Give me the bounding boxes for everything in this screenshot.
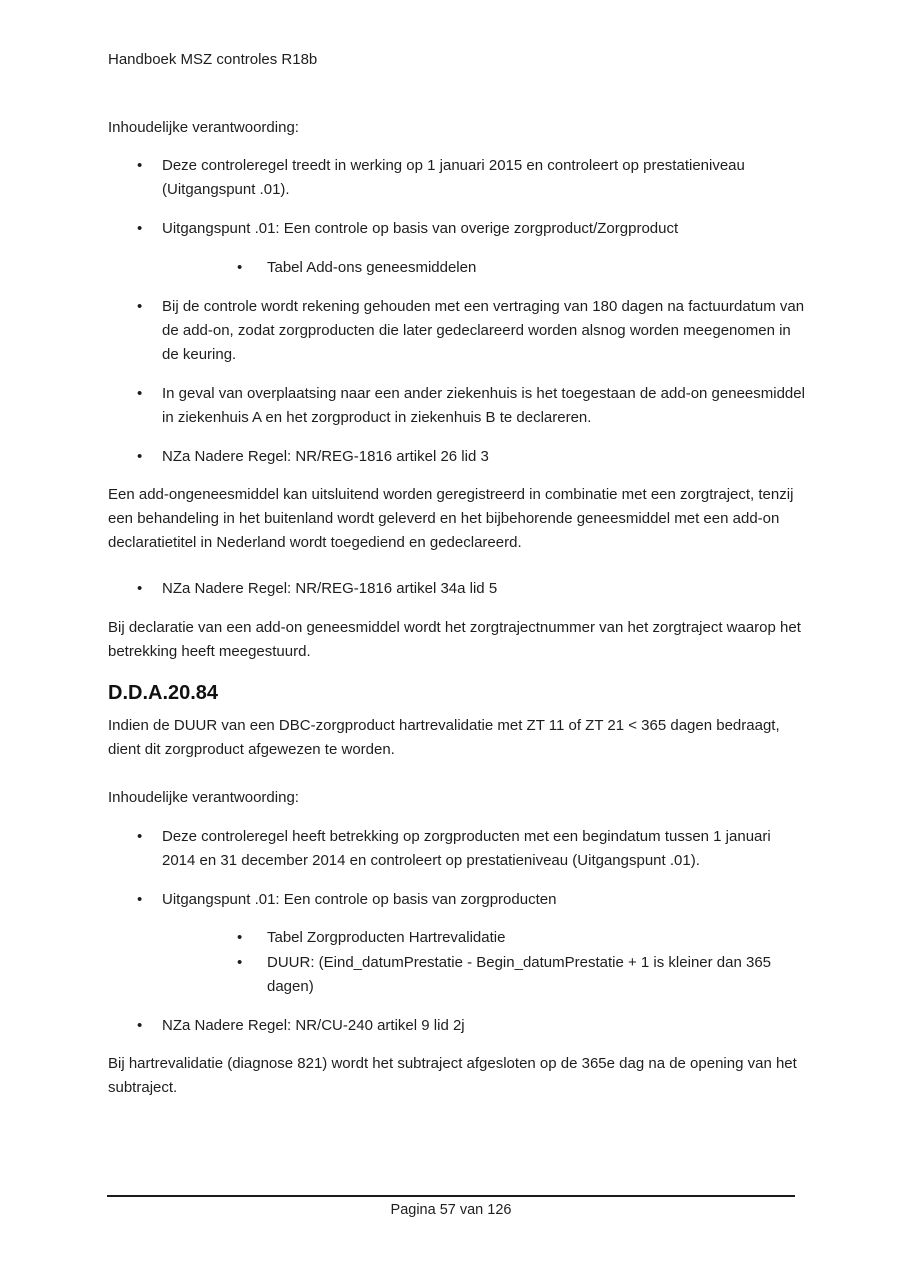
verantwoording-label: Inhoudelijke verantwoording: — [108, 119, 299, 136]
bullet-item-sub: • Tabel Add-ons geneesmiddelen — [108, 256, 798, 280]
bullet-item-sub: • Tabel Zorgproducten Hartrevalidatie — [108, 926, 798, 950]
bullet-item: • NZa Nadere Regel: NR/CU-240 artikel 9 lid 2j — [108, 1014, 805, 1038]
page-number: Pagina 57 van 126 — [390, 1202, 512, 1218]
bullet-item: • NZa Nadere Regel: NR/REG-1816 artikel 34a lid 5 — [108, 577, 805, 601]
rule-description: Indien de DUUR van een DBC-zorgproduct hartrevalidatie met ZT 11 of ZT 21 < 365 dagen bedraagt, dient dit zorgproduct afgewezen te worden. — [108, 717, 780, 758]
bullet-item: • In geval van overplaatsing naar een ander ziekenhuis is het toegestaan de add-on geneesmiddel in ziekenhuis A en het zorgproduct in ziekenhuis B te declareren. — [108, 382, 805, 430]
bullet-item: • Uitgangspunt .01: Een controle op basis van overige zorgproduct/Zorgproduct — [108, 217, 805, 241]
section-b-bullet-list — [108, 825, 805, 1038]
page-footer — [107, 1195, 795, 1219]
paragraph-declaratie: Bij declaratie van een add-on geneesmiddel wordt het zorgtrajectnummer van het zorgtraject waarop het betrekking heeft meegestuurd. — [108, 619, 801, 660]
paragraph-hartrevalidatie: Bij hartrevalidatie (diagnose 821) wordt het subtraject afgesloten op de 365e dag na de opening van het subtraject. — [108, 1055, 797, 1096]
rule-heading: D.D.A.20.84 — [108, 682, 219, 704]
page-content — [0, 50, 900, 1100]
bullet-item: • Deze controleregel treedt in werking op 1 januari 2015 en controleert op prestatieniveau (Uitgangspunt .01). — [108, 154, 805, 202]
paragraph-registratie: Een add-ongeneesmiddel kan uitsluitend worden geregistreerd in combinatie met een zorgtraject, tenzij een behandeling in het buitenland wordt geleverd en het bijbehorende geneesmiddel met een add-on declaratietitel in Nederland wordt toegediend en gedeclareerd. — [108, 486, 794, 551]
section-a-bullet-list — [108, 154, 805, 469]
bullet-item: • Bij de controle wordt rekening gehouden met een vertraging van 180 dagen na factuurdatum van de add-on, zodat zorgproducten die later gedeclareerd worden alsnog worden meegenomen in de keuring. — [108, 295, 805, 367]
bullet-item-sub: • DUUR: (Eind_datumPrestatie - Begin_datumPrestatie + 1 is kleiner dan 365 dagen) — [108, 951, 798, 999]
bullet-item: • Deze controleregel heeft betrekking op zorgproducten met een begindatum tussen 1 januari 2014 en 31 december 2014 en controleert op prestatieniveau (Uitgangspunt .01). — [108, 825, 805, 873]
verantwoording-label: Inhoudelijke verantwoording: — [108, 789, 299, 806]
document-header-text: Handboek MSZ controles R18b — [108, 51, 318, 68]
section-a-bullet-list-2 — [108, 577, 805, 601]
bullet-item: • NZa Nadere Regel: NR/REG-1816 artikel 26 lid 3 — [108, 445, 805, 469]
bullet-item: • Uitgangspunt .01: Een controle op basis van zorgproducten — [108, 888, 805, 912]
